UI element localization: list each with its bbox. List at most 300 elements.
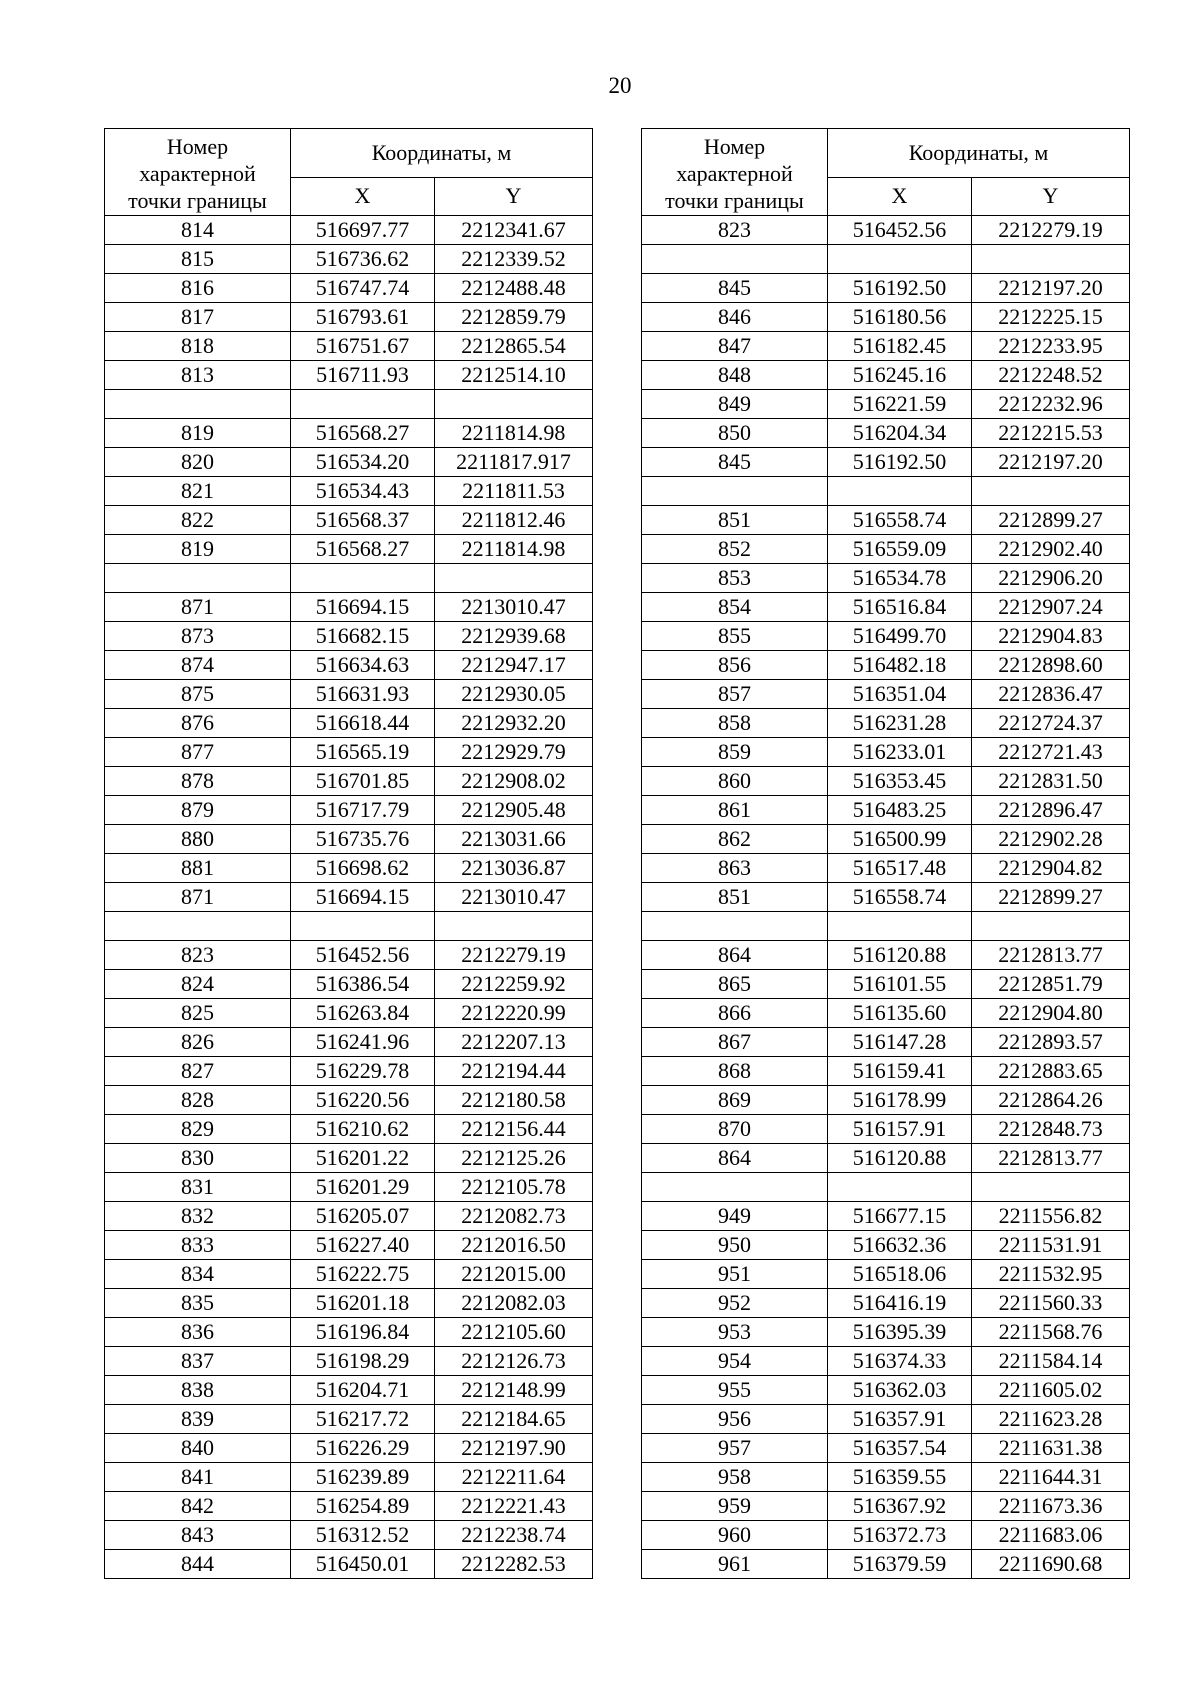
table-row bbox=[105, 1347, 593, 1376]
x-coordinate-cell: 516452.56 bbox=[828, 216, 972, 245]
x-coordinate-cell: 516204.71 bbox=[291, 1376, 435, 1405]
point-number-cell: 831 bbox=[105, 1173, 291, 1202]
y-coordinate-cell: 2212904.80 bbox=[972, 999, 1130, 1028]
point-number-cell: 954 bbox=[642, 1347, 828, 1376]
y-coordinate-cell: 2211814.98 bbox=[435, 419, 593, 448]
y-coordinate-cell: 2212721.43 bbox=[972, 738, 1130, 767]
y-coordinate-cell: 2212898.60 bbox=[972, 651, 1130, 680]
y-coordinate-cell: 2212865.54 bbox=[435, 332, 593, 361]
y-coordinate-cell: 2212724.37 bbox=[972, 709, 1130, 738]
table-row bbox=[642, 1173, 1130, 1202]
table-row bbox=[642, 796, 1130, 825]
header-point-number bbox=[105, 129, 291, 216]
table-row bbox=[105, 1521, 593, 1550]
header-point-number-line: точки границы bbox=[128, 187, 267, 213]
x-coordinate-cell: 516694.15 bbox=[291, 883, 435, 912]
point-number-cell: 848 bbox=[642, 361, 828, 390]
point-number-cell: 849 bbox=[642, 390, 828, 419]
y-coordinate-cell: 2212221.43 bbox=[435, 1492, 593, 1521]
y-coordinate-cell: 2212899.27 bbox=[972, 883, 1130, 912]
header-point-number-line: Номер bbox=[166, 133, 229, 159]
x-coordinate-cell bbox=[828, 245, 972, 274]
point-number-cell: 879 bbox=[105, 796, 291, 825]
table-row bbox=[642, 1202, 1130, 1231]
x-coordinate-cell: 516192.50 bbox=[828, 448, 972, 477]
y-coordinate-cell: 2212813.77 bbox=[972, 1144, 1130, 1173]
x-coordinate-cell: 516201.29 bbox=[291, 1173, 435, 1202]
x-coordinate-cell: 516120.88 bbox=[828, 941, 972, 970]
y-coordinate-cell: 2211532.95 bbox=[972, 1260, 1130, 1289]
point-number-cell bbox=[105, 390, 291, 419]
header-y: Y bbox=[972, 177, 1130, 215]
point-number-cell: 876 bbox=[105, 709, 291, 738]
x-coordinate-cell: 516682.15 bbox=[291, 622, 435, 651]
table-row bbox=[105, 941, 593, 970]
point-number-cell: 951 bbox=[642, 1260, 828, 1289]
point-number-cell: 836 bbox=[105, 1318, 291, 1347]
y-coordinate-cell: 2211814.98 bbox=[435, 535, 593, 564]
header-coordinates: Координаты, м bbox=[291, 129, 593, 178]
point-number-cell: 861 bbox=[642, 796, 828, 825]
table-row bbox=[642, 854, 1130, 883]
table-row bbox=[105, 825, 593, 854]
point-number-cell: 959 bbox=[642, 1492, 828, 1521]
table-row bbox=[642, 1144, 1130, 1173]
table-row bbox=[642, 883, 1130, 912]
x-coordinate-cell: 516558.74 bbox=[828, 506, 972, 535]
table-row bbox=[642, 825, 1130, 854]
y-coordinate-cell: 2211812.46 bbox=[435, 506, 593, 535]
point-number-cell: 864 bbox=[642, 941, 828, 970]
x-coordinate-cell: 516534.20 bbox=[291, 448, 435, 477]
x-coordinate-cell bbox=[828, 912, 972, 941]
y-coordinate-cell: 2211531.91 bbox=[972, 1231, 1130, 1260]
table-row bbox=[105, 796, 593, 825]
y-coordinate-cell: 2211556.82 bbox=[972, 1202, 1130, 1231]
table-row bbox=[105, 970, 593, 999]
y-coordinate-cell: 2212279.19 bbox=[435, 941, 593, 970]
point-number-cell: 832 bbox=[105, 1202, 291, 1231]
page-number: 20 bbox=[608, 73, 632, 98]
point-number-cell: 821 bbox=[105, 477, 291, 506]
table-row bbox=[642, 419, 1130, 448]
x-coordinate-cell: 516263.84 bbox=[291, 999, 435, 1028]
table-row bbox=[642, 1492, 1130, 1521]
table-row bbox=[105, 1144, 593, 1173]
point-number-cell: 880 bbox=[105, 825, 291, 854]
table-row bbox=[642, 680, 1130, 709]
y-coordinate-cell: 2212211.64 bbox=[435, 1463, 593, 1492]
point-number-cell: 851 bbox=[642, 883, 828, 912]
table-row bbox=[105, 332, 593, 361]
table-row bbox=[105, 535, 593, 564]
table-row bbox=[642, 448, 1130, 477]
table-row bbox=[642, 738, 1130, 767]
point-number-cell: 955 bbox=[642, 1376, 828, 1405]
y-coordinate-cell: 2211631.38 bbox=[972, 1434, 1130, 1463]
table-row bbox=[642, 1028, 1130, 1057]
table-row bbox=[642, 1405, 1130, 1434]
x-coordinate-cell: 516159.41 bbox=[828, 1057, 972, 1086]
x-coordinate-cell: 516568.37 bbox=[291, 506, 435, 535]
table-row bbox=[105, 1028, 593, 1057]
table-row bbox=[105, 390, 593, 419]
y-coordinate-cell bbox=[972, 245, 1130, 274]
table-row bbox=[105, 1550, 593, 1579]
x-coordinate-cell: 516221.59 bbox=[828, 390, 972, 419]
table-row bbox=[105, 1376, 593, 1405]
x-coordinate-cell: 516220.56 bbox=[291, 1086, 435, 1115]
point-number-cell: 825 bbox=[105, 999, 291, 1028]
table-row bbox=[105, 593, 593, 622]
point-number-cell: 877 bbox=[105, 738, 291, 767]
coordinates-table-right bbox=[641, 128, 1130, 1579]
table-row bbox=[642, 1318, 1130, 1347]
point-number-cell: 816 bbox=[105, 274, 291, 303]
table-row bbox=[642, 912, 1130, 941]
point-number-cell: 854 bbox=[642, 593, 828, 622]
point-number-cell: 852 bbox=[642, 535, 828, 564]
y-coordinate-cell: 2212233.95 bbox=[972, 332, 1130, 361]
y-coordinate-cell: 2212194.44 bbox=[435, 1057, 593, 1086]
y-coordinate-cell: 2212259.92 bbox=[435, 970, 593, 999]
x-coordinate-cell: 516372.73 bbox=[828, 1521, 972, 1550]
table-row bbox=[642, 390, 1130, 419]
point-number-cell: 820 bbox=[105, 448, 291, 477]
x-coordinate-cell: 516632.36 bbox=[828, 1231, 972, 1260]
x-coordinate-cell: 516618.44 bbox=[291, 709, 435, 738]
x-coordinate-cell: 516192.50 bbox=[828, 274, 972, 303]
point-number-cell: 837 bbox=[105, 1347, 291, 1376]
y-coordinate-cell bbox=[972, 477, 1130, 506]
x-coordinate-cell: 516222.75 bbox=[291, 1260, 435, 1289]
x-coordinate-cell: 516229.78 bbox=[291, 1057, 435, 1086]
point-number-cell: 846 bbox=[642, 303, 828, 332]
table-row bbox=[105, 767, 593, 796]
point-number-cell: 815 bbox=[105, 245, 291, 274]
header-point-number-line: характерной bbox=[139, 160, 256, 186]
x-coordinate-cell: 516516.84 bbox=[828, 593, 972, 622]
y-coordinate-cell: 2211568.76 bbox=[972, 1318, 1130, 1347]
y-coordinate-cell: 2212902.28 bbox=[972, 825, 1130, 854]
x-coordinate-cell: 516416.19 bbox=[828, 1289, 972, 1318]
y-coordinate-cell: 2211623.28 bbox=[972, 1405, 1130, 1434]
point-number-cell: 826 bbox=[105, 1028, 291, 1057]
y-coordinate-cell bbox=[435, 912, 593, 941]
table-row bbox=[105, 1260, 593, 1289]
x-coordinate-cell: 516233.01 bbox=[828, 738, 972, 767]
x-coordinate-cell bbox=[828, 1173, 972, 1202]
x-coordinate-cell: 516227.40 bbox=[291, 1231, 435, 1260]
y-coordinate-cell: 2211817.917 bbox=[435, 448, 593, 477]
x-coordinate-cell: 516565.19 bbox=[291, 738, 435, 767]
x-coordinate-cell: 516182.45 bbox=[828, 332, 972, 361]
point-number-cell bbox=[105, 912, 291, 941]
x-coordinate-cell: 516198.29 bbox=[291, 1347, 435, 1376]
table-row bbox=[642, 651, 1130, 680]
x-coordinate-cell: 516217.72 bbox=[291, 1405, 435, 1434]
table-row bbox=[642, 477, 1130, 506]
point-number-cell bbox=[642, 477, 828, 506]
table-row bbox=[642, 1289, 1130, 1318]
point-number-cell: 847 bbox=[642, 332, 828, 361]
y-coordinate-cell: 2212197.90 bbox=[435, 1434, 593, 1463]
point-number-cell: 950 bbox=[642, 1231, 828, 1260]
table-row bbox=[105, 361, 593, 390]
x-coordinate-cell: 516120.88 bbox=[828, 1144, 972, 1173]
point-number-cell: 858 bbox=[642, 709, 828, 738]
point-number-cell: 814 bbox=[105, 216, 291, 245]
x-coordinate-cell: 516677.15 bbox=[828, 1202, 972, 1231]
y-coordinate-cell: 2212947.17 bbox=[435, 651, 593, 680]
y-coordinate-cell: 2212016.50 bbox=[435, 1231, 593, 1260]
point-number-cell: 867 bbox=[642, 1028, 828, 1057]
table-row bbox=[105, 1057, 593, 1086]
y-coordinate-cell: 2212180.58 bbox=[435, 1086, 593, 1115]
x-coordinate-cell: 516231.28 bbox=[828, 709, 972, 738]
point-number-cell: 878 bbox=[105, 767, 291, 796]
header-point-number-line: характерной bbox=[676, 160, 793, 186]
y-coordinate-cell: 2213010.47 bbox=[435, 883, 593, 912]
y-coordinate-cell: 2212197.20 bbox=[972, 274, 1130, 303]
table-row bbox=[642, 506, 1130, 535]
y-coordinate-cell: 2212893.57 bbox=[972, 1028, 1130, 1057]
point-number-cell: 953 bbox=[642, 1318, 828, 1347]
y-coordinate-cell: 2212341.67 bbox=[435, 216, 593, 245]
table-row bbox=[642, 303, 1130, 332]
point-number-cell: 952 bbox=[642, 1289, 828, 1318]
x-coordinate-cell: 516254.89 bbox=[291, 1492, 435, 1521]
point-number-cell: 856 bbox=[642, 651, 828, 680]
point-number-cell: 823 bbox=[105, 941, 291, 970]
header-point-number bbox=[642, 129, 828, 216]
y-coordinate-cell: 2212899.27 bbox=[972, 506, 1130, 535]
table-row bbox=[105, 1463, 593, 1492]
y-coordinate-cell: 2212232.96 bbox=[972, 390, 1130, 419]
point-number-cell: 866 bbox=[642, 999, 828, 1028]
y-coordinate-cell: 2212279.19 bbox=[972, 216, 1130, 245]
point-number-cell: 824 bbox=[105, 970, 291, 999]
x-coordinate-cell bbox=[291, 912, 435, 941]
table-row bbox=[105, 1318, 593, 1347]
x-coordinate-cell: 516205.07 bbox=[291, 1202, 435, 1231]
table-row bbox=[105, 883, 593, 912]
x-coordinate-cell: 516558.74 bbox=[828, 883, 972, 912]
table-row bbox=[105, 1289, 593, 1318]
y-coordinate-cell: 2212126.73 bbox=[435, 1347, 593, 1376]
y-coordinate-cell: 2212282.53 bbox=[435, 1550, 593, 1579]
table-row bbox=[642, 941, 1130, 970]
table-row bbox=[642, 535, 1130, 564]
y-coordinate-cell: 2213010.47 bbox=[435, 593, 593, 622]
point-number-cell: 859 bbox=[642, 738, 828, 767]
y-coordinate-cell: 2211605.02 bbox=[972, 1376, 1130, 1405]
x-coordinate-cell: 516239.89 bbox=[291, 1463, 435, 1492]
table-row bbox=[642, 1550, 1130, 1579]
x-coordinate-cell: 516631.93 bbox=[291, 680, 435, 709]
table-row bbox=[642, 593, 1130, 622]
y-coordinate-cell: 2212930.05 bbox=[435, 680, 593, 709]
table-row bbox=[642, 1521, 1130, 1550]
point-number-cell: 838 bbox=[105, 1376, 291, 1405]
point-number-cell: 822 bbox=[105, 506, 291, 535]
point-number-cell: 813 bbox=[105, 361, 291, 390]
y-coordinate-cell: 2212082.73 bbox=[435, 1202, 593, 1231]
table-row bbox=[105, 245, 593, 274]
y-coordinate-cell: 2212105.60 bbox=[435, 1318, 593, 1347]
point-number-cell: 958 bbox=[642, 1463, 828, 1492]
point-number-cell: 841 bbox=[105, 1463, 291, 1492]
table-row bbox=[642, 1231, 1130, 1260]
table-row bbox=[105, 303, 593, 332]
y-coordinate-cell: 2212225.15 bbox=[972, 303, 1130, 332]
table-row bbox=[105, 216, 593, 245]
table-body bbox=[642, 216, 1130, 1579]
y-coordinate-cell: 2212125.26 bbox=[435, 1144, 593, 1173]
x-coordinate-cell: 516559.09 bbox=[828, 535, 972, 564]
table-row bbox=[642, 622, 1130, 651]
table-row bbox=[105, 999, 593, 1028]
table-row bbox=[105, 912, 593, 941]
point-number-cell: 869 bbox=[642, 1086, 828, 1115]
x-coordinate-cell: 516374.33 bbox=[828, 1347, 972, 1376]
table-row bbox=[642, 970, 1130, 999]
x-coordinate-cell: 516204.34 bbox=[828, 419, 972, 448]
point-number-cell: 853 bbox=[642, 564, 828, 593]
table-row bbox=[642, 1347, 1130, 1376]
y-coordinate-cell: 2212156.44 bbox=[435, 1115, 593, 1144]
y-coordinate-cell: 2212904.82 bbox=[972, 854, 1130, 883]
y-coordinate-cell: 2212929.79 bbox=[435, 738, 593, 767]
x-coordinate-cell: 516353.45 bbox=[828, 767, 972, 796]
point-number-cell: 850 bbox=[642, 419, 828, 448]
y-coordinate-cell: 2212902.40 bbox=[972, 535, 1130, 564]
x-coordinate-cell: 516517.48 bbox=[828, 854, 972, 883]
table-row bbox=[642, 1376, 1130, 1405]
y-coordinate-cell: 2211584.14 bbox=[972, 1347, 1130, 1376]
point-number-cell: 862 bbox=[642, 825, 828, 854]
header-x: X bbox=[291, 177, 435, 215]
table-row bbox=[105, 1231, 593, 1260]
x-coordinate-cell: 516135.60 bbox=[828, 999, 972, 1028]
x-coordinate-cell: 516747.74 bbox=[291, 274, 435, 303]
y-coordinate-cell: 2212339.52 bbox=[435, 245, 593, 274]
y-coordinate-cell: 2212864.26 bbox=[972, 1086, 1130, 1115]
y-coordinate-cell bbox=[972, 1173, 1130, 1202]
x-coordinate-cell: 516697.77 bbox=[291, 216, 435, 245]
y-coordinate-cell: 2212813.77 bbox=[972, 941, 1130, 970]
table-row bbox=[642, 999, 1130, 1028]
x-coordinate-cell bbox=[291, 390, 435, 419]
y-coordinate-cell: 2212248.52 bbox=[972, 361, 1130, 390]
table-row bbox=[642, 361, 1130, 390]
y-coordinate-cell: 2213031.66 bbox=[435, 825, 593, 854]
x-coordinate-cell: 516101.55 bbox=[828, 970, 972, 999]
y-coordinate-cell: 2212215.53 bbox=[972, 419, 1130, 448]
table-row bbox=[642, 274, 1130, 303]
y-coordinate-cell: 2212908.02 bbox=[435, 767, 593, 796]
x-coordinate-cell: 516452.56 bbox=[291, 941, 435, 970]
x-coordinate-cell: 516357.91 bbox=[828, 1405, 972, 1434]
x-coordinate-cell: 516450.01 bbox=[291, 1550, 435, 1579]
x-coordinate-cell: 516379.59 bbox=[828, 1550, 972, 1579]
table-row bbox=[642, 1086, 1130, 1115]
x-coordinate-cell: 516634.63 bbox=[291, 651, 435, 680]
y-coordinate-cell: 2212848.73 bbox=[972, 1115, 1130, 1144]
y-coordinate-cell bbox=[435, 390, 593, 419]
x-coordinate-cell: 516178.99 bbox=[828, 1086, 972, 1115]
point-number-cell: 863 bbox=[642, 854, 828, 883]
table-row bbox=[105, 419, 593, 448]
point-number-cell: 845 bbox=[642, 274, 828, 303]
table-row bbox=[105, 709, 593, 738]
point-number-cell: 949 bbox=[642, 1202, 828, 1231]
table-row bbox=[105, 564, 593, 593]
x-coordinate-cell: 516717.79 bbox=[291, 796, 435, 825]
y-coordinate-cell: 2212905.48 bbox=[435, 796, 593, 825]
y-coordinate-cell: 2212932.20 bbox=[435, 709, 593, 738]
x-coordinate-cell: 516386.54 bbox=[291, 970, 435, 999]
point-number-cell: 875 bbox=[105, 680, 291, 709]
point-number-cell: 961 bbox=[642, 1550, 828, 1579]
table-row bbox=[105, 448, 593, 477]
y-coordinate-cell: 2212148.99 bbox=[435, 1376, 593, 1405]
header-point-number-line: Номер bbox=[703, 133, 766, 159]
point-number-cell: 823 bbox=[642, 216, 828, 245]
y-coordinate-cell: 2212906.20 bbox=[972, 564, 1130, 593]
table-row bbox=[105, 854, 593, 883]
x-coordinate-cell: 516711.93 bbox=[291, 361, 435, 390]
point-number-cell: 819 bbox=[105, 535, 291, 564]
point-number-cell: 840 bbox=[105, 1434, 291, 1463]
x-coordinate-cell: 516500.99 bbox=[828, 825, 972, 854]
table-row bbox=[105, 506, 593, 535]
table-row bbox=[105, 1492, 593, 1521]
x-coordinate-cell: 516735.76 bbox=[291, 825, 435, 854]
table-row bbox=[642, 709, 1130, 738]
point-number-cell: 828 bbox=[105, 1086, 291, 1115]
y-coordinate-cell: 2212105.78 bbox=[435, 1173, 593, 1202]
point-number-cell: 871 bbox=[105, 883, 291, 912]
point-number-cell: 957 bbox=[642, 1434, 828, 1463]
point-number-cell: 827 bbox=[105, 1057, 291, 1086]
point-number-cell: 851 bbox=[642, 506, 828, 535]
table-row bbox=[642, 1260, 1130, 1289]
table-row bbox=[105, 1405, 593, 1434]
point-number-cell: 844 bbox=[105, 1550, 291, 1579]
point-number-cell: 839 bbox=[105, 1405, 291, 1434]
x-coordinate-cell: 516357.54 bbox=[828, 1434, 972, 1463]
table-row bbox=[642, 1434, 1130, 1463]
y-coordinate-cell: 2212939.68 bbox=[435, 622, 593, 651]
table-row bbox=[642, 1463, 1130, 1492]
table-row bbox=[105, 1086, 593, 1115]
point-number-cell: 817 bbox=[105, 303, 291, 332]
y-coordinate-cell: 2212220.99 bbox=[435, 999, 593, 1028]
y-coordinate-cell: 2212851.79 bbox=[972, 970, 1130, 999]
x-coordinate-cell: 516359.55 bbox=[828, 1463, 972, 1492]
point-number-cell: 829 bbox=[105, 1115, 291, 1144]
point-number-cell: 864 bbox=[642, 1144, 828, 1173]
point-number-cell: 843 bbox=[105, 1521, 291, 1550]
point-number-cell: 833 bbox=[105, 1231, 291, 1260]
y-coordinate-cell: 2212904.83 bbox=[972, 622, 1130, 651]
table-row bbox=[105, 651, 593, 680]
x-coordinate-cell: 516701.85 bbox=[291, 767, 435, 796]
point-number-cell: 845 bbox=[642, 448, 828, 477]
table-row bbox=[642, 245, 1130, 274]
y-coordinate-cell: 2212883.65 bbox=[972, 1057, 1130, 1086]
